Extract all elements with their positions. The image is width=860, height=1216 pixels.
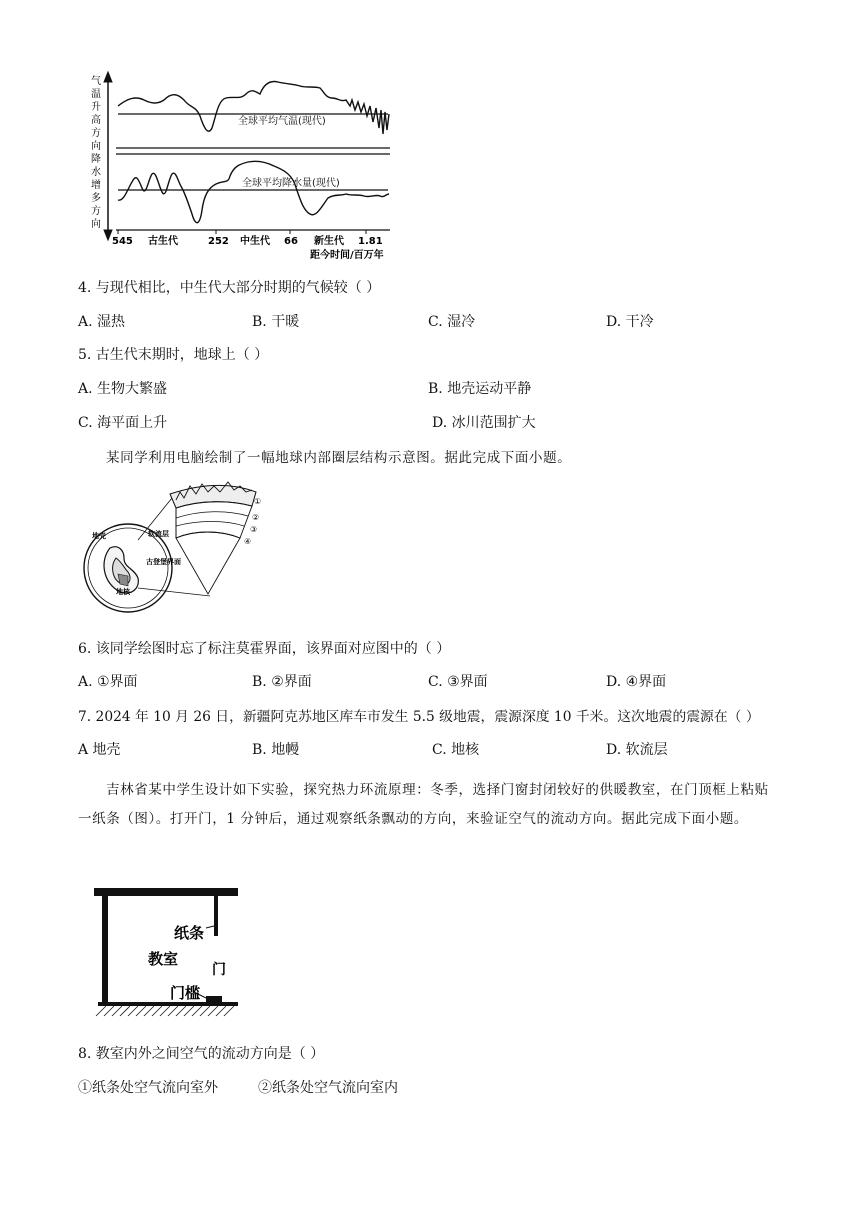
label-core: 地核: [116, 588, 130, 596]
question-7-stem: 7. 2024 年 10 月 26 日，新疆阿克苏地区库车市发生 5.5 级地震，震源深度 10 千米。这次地震的震源在（ ）: [78, 709, 760, 725]
q4-option-a[interactable]: A. 湿热: [78, 314, 126, 330]
q5-option-d[interactable]: D. 冰川范围扩大: [432, 415, 536, 431]
temperature-axis-label: [91, 75, 101, 152]
precipitation-reference-label: 全球平均降水量(现代): [242, 178, 340, 189]
label-threshold: 门槛: [170, 984, 201, 1002]
temperature-reference-label: 全球平均气温(现代): [238, 116, 326, 127]
label-classroom: 教室: [148, 950, 179, 968]
x-axis-label: 距今时间/百万年: [310, 250, 384, 261]
earth-structure-figure: [80, 478, 280, 618]
x-tick-label: 66: [284, 236, 298, 247]
marker-2: ②: [252, 513, 260, 522]
y-label-bottom-char: 向: [91, 219, 101, 230]
x-tick-label: 545: [112, 236, 133, 247]
y-label-top-char: 方: [91, 128, 101, 139]
q5-option-b[interactable]: B. 地壳运动平静: [428, 381, 532, 397]
classroom-figure: [94, 886, 240, 1022]
question-4-stem: 4. 与现代相比，中生代大部分时期的气候较（ ）: [78, 280, 381, 296]
y-label-top-char: 升: [91, 102, 101, 113]
era-label-cenozoic: 新生代: [314, 236, 344, 247]
experiment-intro-paragraph: 吉林省某中学生设计如下实验，探究热力环流原理：冬季，选择门窗封闭较好的供暖教室，在门顶框上粘贴一纸条（图）。打开门，1 分钟后，通过观察纸条飘动的方向，来验证空气的流动方向。据此完成下面小题。: [78, 782, 769, 827]
q8-statement-1: ①纸条处空气流向室外: [78, 1080, 218, 1096]
q5-option-a[interactable]: A. 生物大繁盛: [78, 381, 168, 397]
y-label-bottom-char: 降: [91, 154, 101, 165]
q6-option-c[interactable]: C. ③界面: [428, 674, 488, 690]
x-tick-label: 252: [208, 236, 229, 247]
q4-option-d[interactable]: D. 干冷: [606, 314, 654, 330]
climate-figure: [88, 70, 408, 262]
precipitation-axis-label: [91, 152, 101, 230]
y-label-top-char: 温: [91, 89, 101, 100]
q5-option-c[interactable]: C. 海平面上升: [78, 415, 168, 431]
q4-option-b[interactable]: B. 干暖: [252, 314, 300, 330]
q6-option-b[interactable]: B. ②界面: [252, 674, 312, 690]
marker-3: ③: [250, 525, 258, 534]
y-label-bottom-char: 增: [91, 180, 101, 191]
q6-option-a[interactable]: A. ①界面: [78, 674, 138, 690]
y-arrow-axis: [104, 72, 112, 240]
x-tick-label: 1.81: [358, 236, 383, 247]
question-5-stem: 5. 古生代末期时，地球上（ ）: [78, 347, 269, 363]
y-label-top-char: 向: [91, 141, 101, 152]
y-label-bottom-char: 方: [91, 206, 101, 217]
label-gutenberg: 古登堡界面: [146, 558, 181, 566]
marker-4: ④: [244, 537, 252, 546]
q7-option-a[interactable]: A 地壳: [78, 742, 121, 758]
precipitation-curve: [118, 161, 389, 222]
label-asthenosphere: 软流层: [148, 530, 169, 538]
q8-statement-2: ②纸条处空气流向室内: [258, 1080, 398, 1096]
y-label-bottom-char: 水: [91, 167, 101, 178]
era-label-paleozoic: 古生代: [148, 236, 178, 247]
q6-option-d[interactable]: D. ④界面: [606, 674, 667, 690]
y-label-top-char: 气: [91, 76, 101, 87]
q4-option-c[interactable]: C. 湿冷: [428, 314, 476, 330]
marker-1: ①: [254, 497, 262, 506]
earth-intro-paragraph: 某同学利用电脑绘制了一幅地球内部圈层结构示意图。据此完成下面小题。: [106, 450, 572, 466]
era-label-mesozoic: 中生代: [240, 236, 270, 247]
label-door: 门: [212, 962, 226, 978]
q7-option-d[interactable]: D. 软流层: [606, 742, 668, 758]
y-label-bottom-char: 多: [91, 193, 101, 204]
label-paper-strip: 纸条: [174, 924, 205, 942]
question-8-stem: 8. 教室内外之间空气的流动方向是（ ）: [78, 1046, 325, 1062]
q7-option-b[interactable]: B. 地幔: [252, 742, 300, 758]
q7-option-c[interactable]: C. 地核: [432, 742, 480, 758]
label-crust: 地壳: [92, 532, 106, 540]
y-label-top-char: 高: [91, 115, 101, 126]
question-6-stem: 6. 该同学绘图时忘了标注莫霍界面，该界面对应图中的（ ）: [78, 641, 451, 657]
